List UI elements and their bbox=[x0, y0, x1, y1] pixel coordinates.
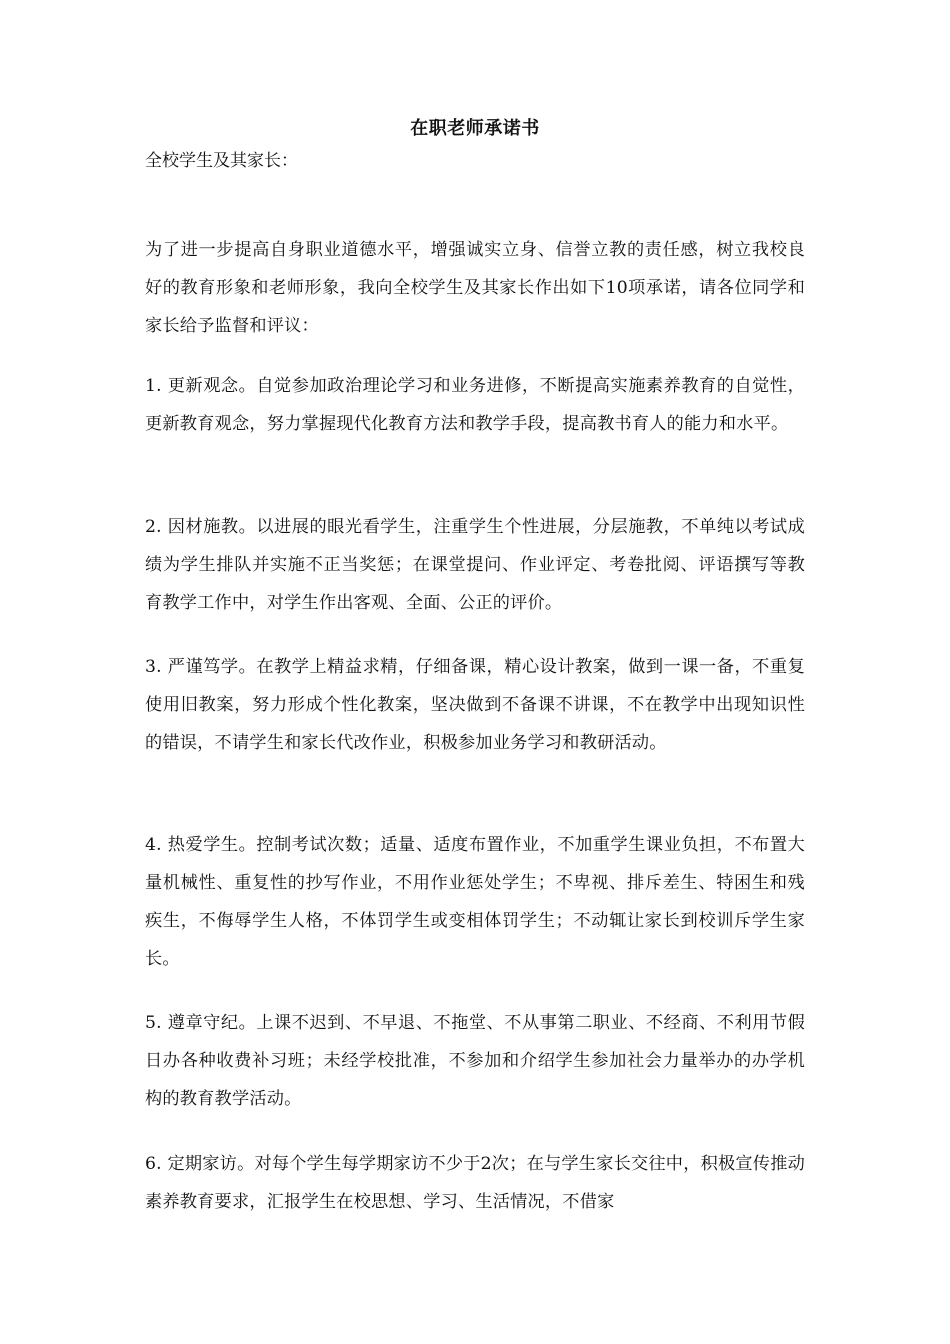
commitment-item-1: 1. 更新观念。自觉参加政治理论学习和业务进修，不断提高实施素养教育的自觉性，更新教育观念，努力掌握现代化教育方法和教学手段，提高教书育人的能力和水平。 bbox=[145, 376, 805, 434]
intro-paragraph: 为了进一步提高自身职业道德水平，增强诚实立身、信誉立教的责任感，树立我校良好的教育形象和老师形象，我向全校学生及其家长作出如下10项承诺，请各位同学和家长给予监督和评议： bbox=[145, 240, 805, 336]
document-title: 在职老师承诺书 bbox=[410, 118, 540, 139]
salutation: 全校学生及其家长： bbox=[145, 151, 298, 171]
commitment-item-3: 3. 严谨笃学。在教学上精益求精，仔细备课，精心设计教案，做到一课一备，不重复使用旧教案，努力形成个性化教案，坚决做到不备课不讲课，不在教学中出现知识性的错误，不请学生和家长代改作业，积极参加业务学习和教研活动。 bbox=[145, 657, 805, 753]
commitment-item-5: 5. 遵章守纪。上课不迟到、不早退、不拖堂、不从事第二职业、不经商、不利用节假日办各种收费补习班；未经学校批准，不参加和介绍学生参加社会力量举办的办学机构的教育教学活动。 bbox=[145, 1013, 805, 1109]
commitment-item-4: 4. 热爱学生。控制考试次数；适量、适度布置作业，不加重学生课业负担，不布置大量机械性、重复性的抄写作业，不用作业惩处学生；不卑视、排斥差生、特困生和残疾生，不侮辱学生人格，不体罚学生或变相体罚学生；不动辄让家长到校训斥学生家长。 bbox=[145, 835, 805, 969]
commitment-item-6: 6. 定期家访。对每个学生每学期家访不少于2次；在与学生家长交往中，积极宣传推动素养教育要求，汇报学生在校思想、学习、生活情况，不借家 bbox=[145, 1154, 805, 1212]
commitment-item-2: 2. 因材施教。以进展的眼光看学生，注重学生个性进展，分层施教，不单纯以考试成绩为学生排队并实施不正当奖惩；在课堂提问、作业评定、考卷批阅、评语撰写等教育教学工作中，对学生作出客观、全面、公正的评价。 bbox=[145, 517, 805, 613]
